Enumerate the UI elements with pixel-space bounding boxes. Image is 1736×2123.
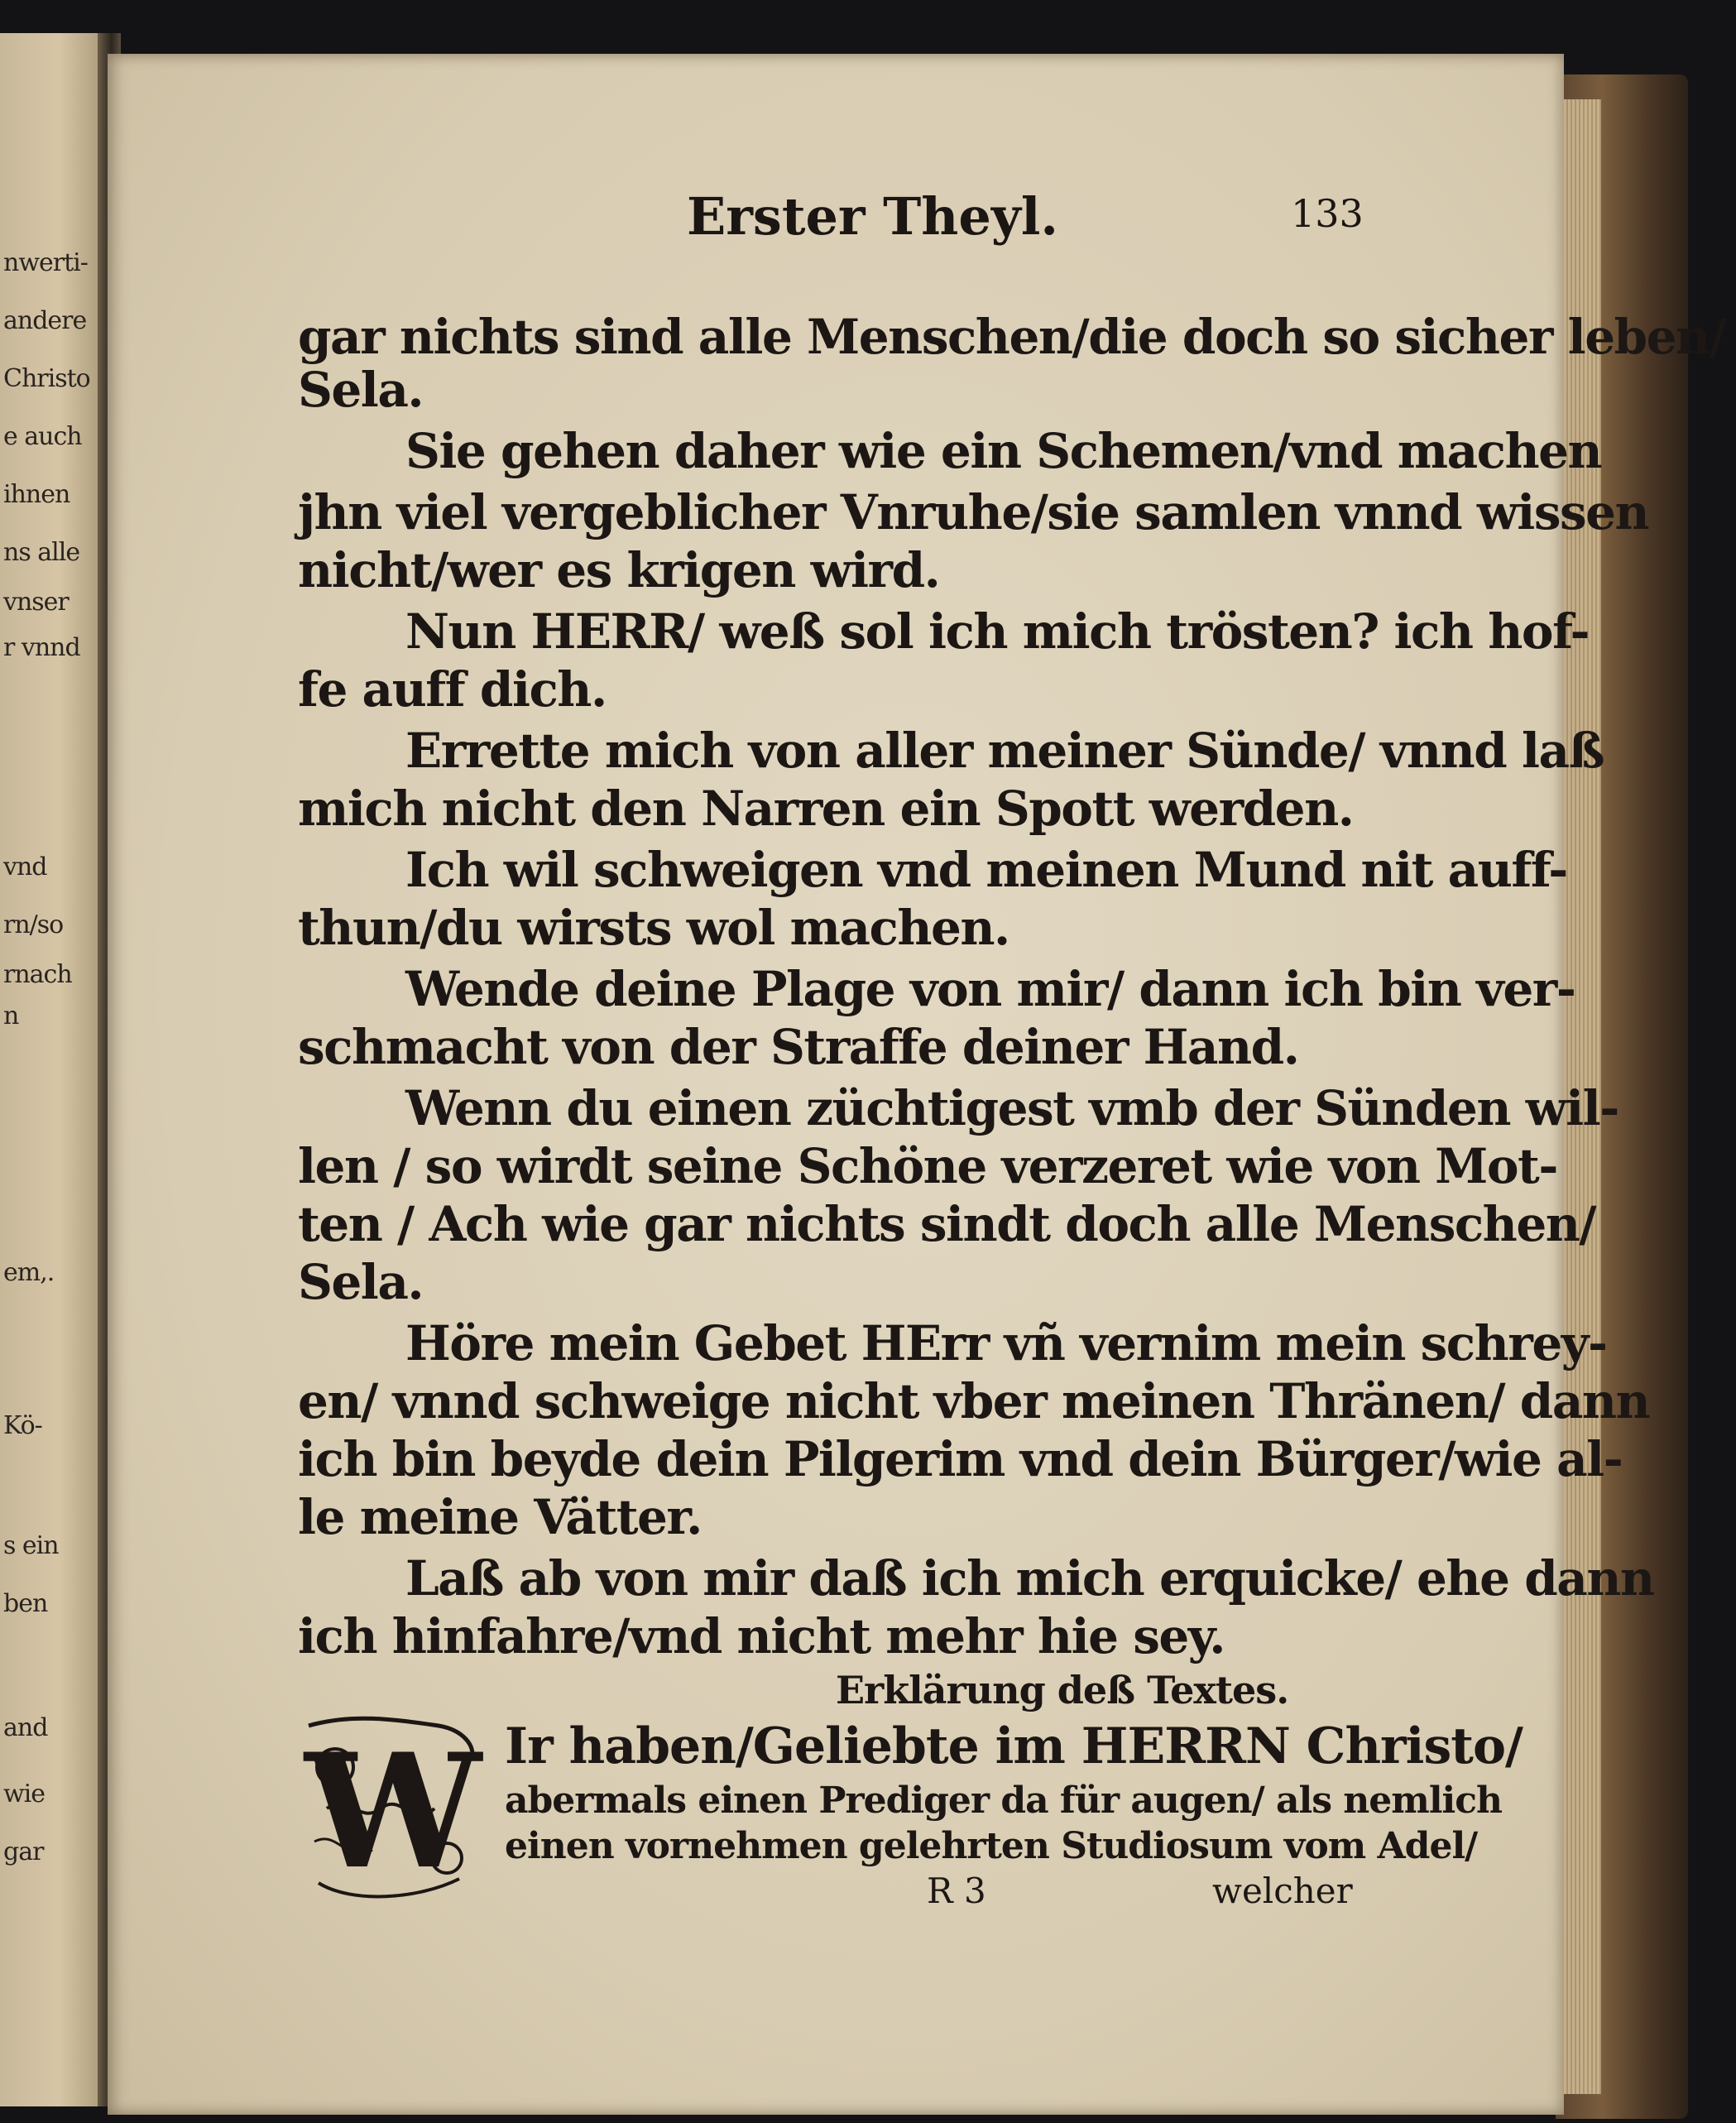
decorated-initial-ornament: [302, 1709, 484, 1908]
left-fragment: vnd: [3, 853, 47, 881]
left-fragment: rnach: [3, 960, 72, 989]
text-line: Sela.: [298, 362, 424, 418]
decorated-initial: [302, 1709, 484, 1908]
text-line: jhn viel vergeblicher Vnruhe/sie samlen vnnd wissen: [298, 484, 1649, 540]
explanation-line: abermals einen Prediger da für augen/ als nemlich: [505, 1780, 1503, 1822]
signature-mark: R 3: [927, 1871, 986, 1911]
explanation-line: Ir haben/Geliebte im HERRN Christo/: [505, 1717, 1523, 1775]
text-line: nicht/wer es krigen wird.: [298, 542, 940, 598]
left-fragment: nwerti-: [3, 248, 88, 277]
text-line: le meine Vätter.: [298, 1489, 702, 1545]
text-line: Sie gehen daher wie ein Schemen/vnd machen: [405, 423, 1602, 479]
left-fragment: r vnnd: [3, 633, 80, 662]
right-page: [108, 54, 1726, 2115]
left-fragment: e auch: [3, 422, 82, 451]
left-fragment: em,.: [3, 1258, 55, 1287]
text-line: en/ vnnd schweige nicht vber meinen Thränen/ dann: [298, 1373, 1650, 1429]
left-fragment: vnser: [3, 588, 69, 617]
section-heading: Erklärung deß Textes.: [836, 1668, 1289, 1712]
left-fragment: gar: [3, 1837, 44, 1866]
text-line: mich nicht den Narren ein Spott werden.: [298, 781, 1354, 837]
text-line: gar nichts sind alle Menschen/die doch so sicher leben/: [298, 309, 1726, 365]
left-fragment: n: [3, 1001, 19, 1030]
page-header: [687, 186, 1514, 286]
left-fragment: Kö-: [3, 1411, 42, 1440]
page-number: 133: [1291, 191, 1364, 236]
text-line: ich bin beyde dein Pilgerim vnd dein Bürger/wie al-: [298, 1431, 1623, 1487]
left-fragment: andere: [3, 306, 87, 335]
text-line: ten / Ach wie gar nichts sindt doch alle Menschen/: [298, 1196, 1596, 1252]
explanation-line: einen vornehmen gelehrten Studiosum vom Adel/: [505, 1825, 1478, 1867]
text-line: Nun HERR/ weß sol ich mich trösten? ich hof-: [405, 603, 1590, 660]
text-line: Höre mein Gebet HErr vñ vernim mein schrey-: [405, 1315, 1607, 1371]
text-line: Ich wil schweigen vnd meinen Mund nit auff-: [405, 842, 1567, 898]
initial-letter: W: [305, 1719, 482, 1904]
left-fragment: and: [3, 1713, 48, 1742]
catchword: welcher: [1212, 1871, 1353, 1911]
text-line: fe auff dich.: [298, 661, 607, 718]
left-fragment: ns alle: [3, 538, 80, 567]
text-line: thun/du wirsts wol machen.: [298, 900, 1009, 956]
text-line: ich hinfahre/vnd nicht mehr hie sey.: [298, 1608, 1225, 1664]
text-line: Errette mich von aller meiner Sünde/ vnnd laß: [405, 723, 1604, 779]
left-fragment: Christo: [3, 364, 90, 393]
text-line: Sela.: [298, 1254, 424, 1310]
text-line: Wende deine Plage von mir/ dann ich bin ver-: [405, 961, 1575, 1017]
left-fragment: wie: [3, 1780, 46, 1808]
text-line: Laß ab von mir daß ich mich erquicke/ ehe dann: [405, 1550, 1654, 1607]
text-line: Wenn du einen züchtigest vmb der Sünden wil-: [405, 1080, 1619, 1136]
left-page-edge: [0, 33, 108, 2106]
left-fragment: ihnen: [3, 480, 70, 509]
text-line: len / so wirdt seine Schöne verzeret wie von Mot-: [298, 1138, 1557, 1194]
running-head: Erster Theyl.: [687, 186, 1058, 247]
text-line: schmacht von der Straffe deiner Hand.: [298, 1019, 1299, 1075]
left-fragment: s ein: [3, 1531, 59, 1560]
left-fragment: ben: [3, 1589, 48, 1618]
left-fragment: rn/so: [3, 910, 64, 939]
